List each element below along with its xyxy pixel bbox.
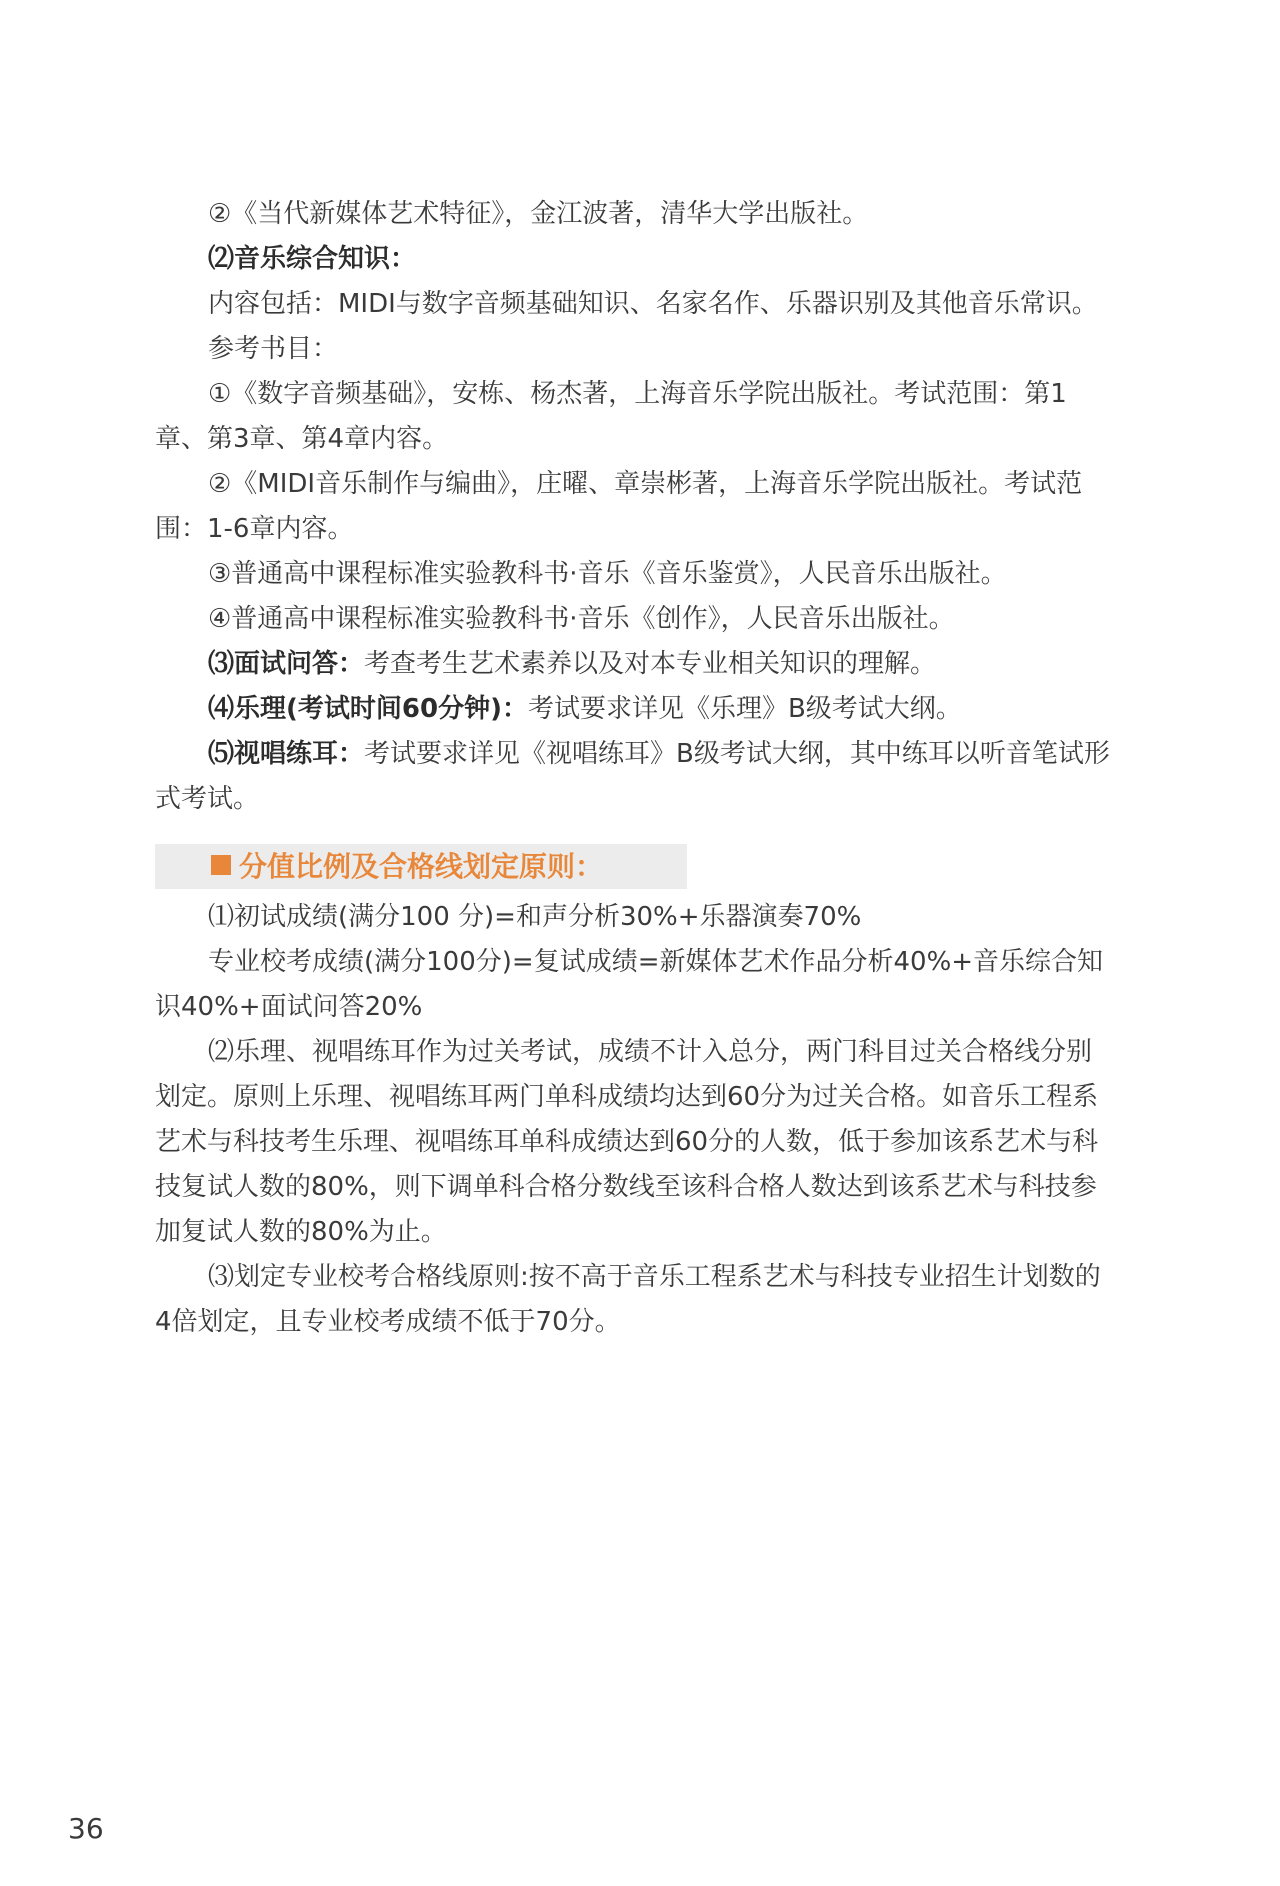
paragraph-text: 专业校考成绩(满分100分)=复试成绩=新媒体艺术作品分析40%+音乐综合知识40%+面试问答20% bbox=[155, 947, 1104, 1022]
content-body bbox=[155, 192, 1115, 1345]
paragraph bbox=[155, 237, 1115, 282]
paragraph-text: 参考书目： bbox=[208, 334, 339, 364]
section-title: 分值比例及合格线划定原则： bbox=[239, 850, 604, 883]
paragraph bbox=[155, 940, 1115, 1030]
paragraph bbox=[155, 642, 1115, 687]
paragraph bbox=[155, 552, 1115, 597]
paragraph bbox=[155, 327, 1115, 372]
paragraph-heading: ⑵音乐综合知识： bbox=[208, 244, 417, 274]
paragraph bbox=[155, 372, 1115, 462]
paragraph-text: ②《MIDI音乐制作与编曲》，庄曜、章崇彬著，上海音乐学院出版社。考试范围：1-6章内容。 bbox=[155, 469, 1083, 544]
paragraph-heading: ⑷乐理(考试时间60分钟)： bbox=[208, 694, 528, 724]
paragraph-text: ⑵乐理、视唱练耳作为过关考试，成绩不计入总分，两门科目过关合格线分别划定。原则上乐理、视唱练耳两门单科成绩均达到60分为过关合格。如音乐工程系艺术与科技考生乐理、视唱练耳单科成绩达到60分的人数，低于参加该系艺术与科技复试人数的80%，则下调单科合格分数线至该科合格人数达到该系艺术与科技参加复试人数的80%为止。 bbox=[155, 1037, 1099, 1247]
paragraph bbox=[155, 282, 1115, 327]
paragraph-text: ②《当代新媒体艺术特征》，金江波著，清华大学出版社。 bbox=[208, 199, 869, 229]
paragraph-heading: ⑸视唱练耳： bbox=[208, 739, 365, 769]
square-bullet-icon bbox=[211, 855, 231, 875]
paragraph-text: ⑶划定专业校考合格线原则:按不高于音乐工程系艺术与科技专业招生计划数的4倍划定，且专业校考成绩不低于70分。 bbox=[155, 1262, 1101, 1337]
paragraph bbox=[155, 687, 1115, 732]
paragraph-text: ①《数字音频基础》，安栋、杨杰著，上海音乐学院出版社。考试范围：第1章、第3章、第4章内容。 bbox=[155, 379, 1067, 454]
section-header bbox=[155, 844, 687, 889]
paragraph-text: 内容包括：MIDI与数字音频基础知识、名家名作、乐器识别及其他音乐常识。 bbox=[208, 289, 1098, 319]
paragraph-text: 考试要求详见《乐理》B级考试大纲。 bbox=[527, 694, 962, 724]
paragraph-text: ③普通高中课程标准实验教科书·音乐《音乐鉴赏》，人民音乐出版社。 bbox=[208, 559, 1007, 589]
paragraph bbox=[155, 732, 1115, 822]
page-number: 36 bbox=[68, 1812, 104, 1845]
paragraph-text: ⑴初试成绩(满分100 分)=和声分析30%+乐器演奏70% bbox=[208, 902, 862, 932]
paragraph-text: 考试要求详见《视唱练耳》B级考试大纲，其中练耳以听音笔试形式考试。 bbox=[155, 739, 1110, 814]
paragraph-text: 考查考生艺术素养以及对本专业相关知识的理解。 bbox=[364, 649, 937, 679]
paragraph bbox=[155, 597, 1115, 642]
paragraph-list-top bbox=[155, 192, 1115, 822]
paragraph-heading: ⑶面试问答： bbox=[208, 649, 365, 679]
paragraph bbox=[155, 1255, 1115, 1345]
paragraph bbox=[155, 462, 1115, 552]
paragraph-list-bottom bbox=[155, 895, 1115, 1345]
paragraph bbox=[155, 1030, 1115, 1255]
paragraph bbox=[155, 192, 1115, 237]
paragraph bbox=[155, 895, 1115, 940]
paragraph-text: ④普通高中课程标准实验教科书·音乐《创作》，人民音乐出版社。 bbox=[208, 604, 955, 634]
